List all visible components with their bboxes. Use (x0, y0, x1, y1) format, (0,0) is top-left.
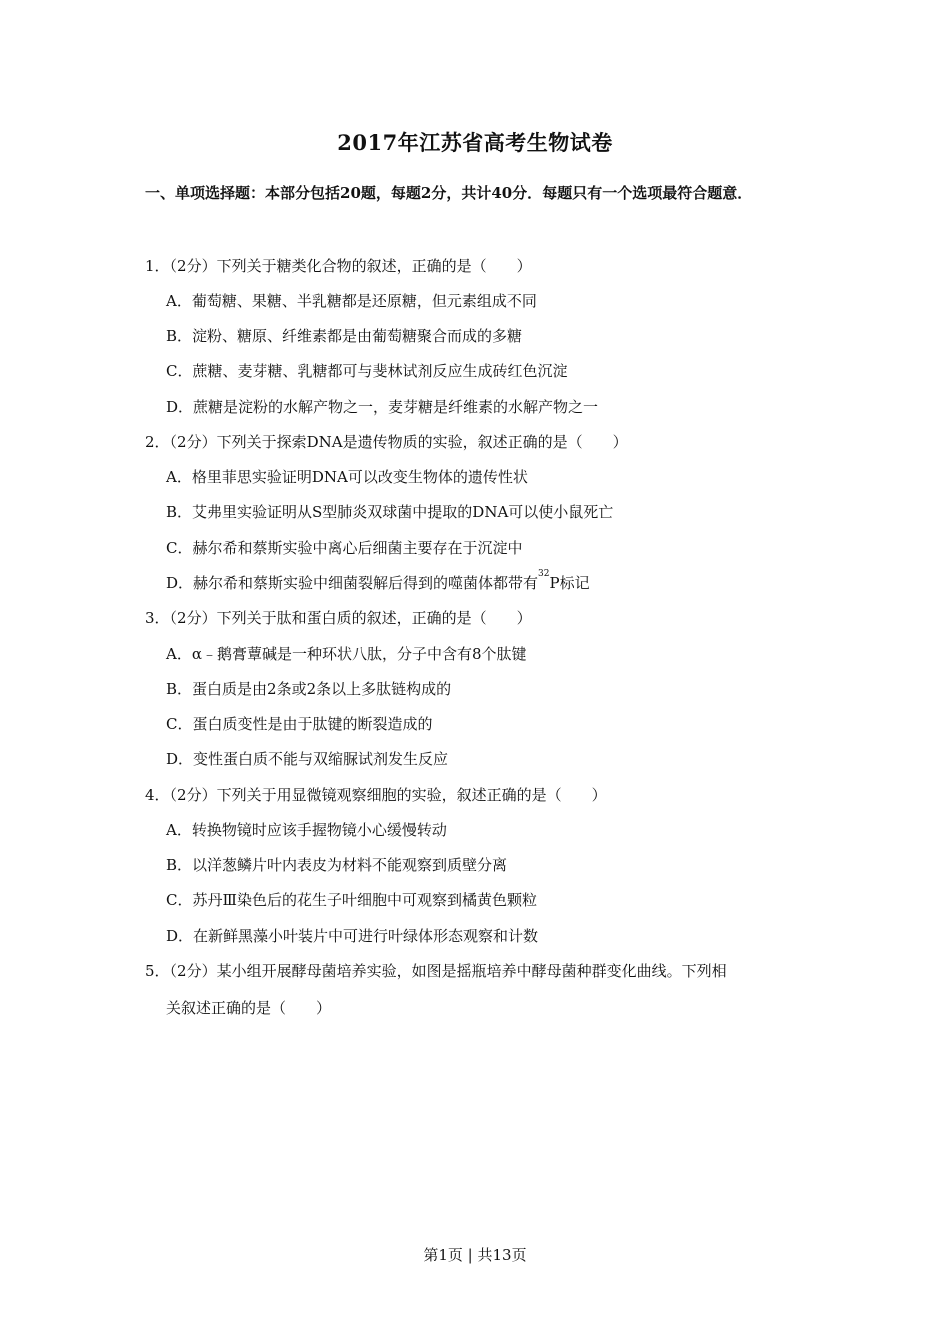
question-3-option-b: B．蛋白质是由2条或2条以上多肽链构成的 (166, 680, 452, 698)
question-2-stem: 2．（2分）下列关于探索DNA是遗传物质的实验，叙述正确的是（ ） (145, 433, 628, 451)
question-2-option-a: A．格里菲思实验证明DNA可以改变生物体的遗传性状 (166, 468, 528, 486)
section-heading: 一、单项选择题：本部分包括20题，每题2分，共计40分．每题只有一个选项最符合题意． (145, 184, 753, 202)
question-1-option-a: A．葡萄糖、果糖、半乳糖都是还原糖，但元素组成不同 (166, 292, 537, 310)
question-4-option-d: D．在新鲜黑藻小叶装片中可进行叶绿体形态观察和计数 (166, 927, 539, 945)
question-2-option-c: C．赫尔希和蔡斯实验中离心后细菌主要存在于沉淀中 (166, 539, 523, 557)
question-1-option-b: B．淀粉、糖原、纤维素都是由葡萄糖聚合而成的多糖 (166, 327, 523, 345)
question-5-stem-line-2: 关叙述正确的是（ ） (166, 999, 332, 1017)
page-footer: 第1页 | 共13页 (423, 1246, 527, 1264)
question-1-option-c: C．蔗糖、麦芽糖、乳糖都可与斐林试剂反应生成砖红色沉淀 (166, 362, 568, 380)
question-4-option-c: C．苏丹Ⅲ染色后的花生子叶细胞中可观察到橘黄色颗粒 (166, 891, 537, 909)
question-1-stem: 1．（2分）下列关于糖类化合物的叙述，正确的是（ ） (145, 257, 532, 275)
question-2-option-b: B．艾弗里实验证明从S型肺炎双球菌中提取的DNA可以使小鼠死亡 (166, 503, 614, 521)
question-2-option-d-suffix: P标记 (549, 574, 590, 592)
question-2-option-d-prefix: D．赫尔希和蔡斯实验中细菌裂解后得到的噬菌体都带有 (166, 574, 539, 592)
page-title: 2017年江苏省高考生物试卷 (337, 130, 613, 155)
question-5-stem-line-1: 5．（2分）某小组开展酵母菌培养实验，如图是摇瓶培养中酵母菌种群变化曲线。下列相 (145, 962, 727, 980)
question-4-stem: 4．（2分）下列关于用显微镜观察细胞的实验，叙述正确的是（ ） (145, 786, 607, 804)
question-3-option-a: A．α﹣鹅膏蕈碱是一种环状八肽，分子中含有8个肽键 (166, 645, 527, 663)
question-4-option-a: A．转换物镜时应该手握物镜小心缓慢转动 (166, 821, 447, 839)
question-3-option-c: C．蛋白质变性是由于肽键的断裂造成的 (166, 715, 433, 733)
question-3-option-d: D．变性蛋白质不能与双缩脲试剂发生反应 (166, 750, 449, 768)
question-4-option-b: B．以洋葱鳞片叶内表皮为材料不能观察到质壁分离 (166, 856, 508, 874)
isotope-superscript: 32 (538, 569, 550, 579)
question-1-option-d: D．蔗糖是淀粉的水解产物之一，麦芽糖是纤维素的水解产物之一 (166, 398, 599, 416)
question-2-option-d (166, 569, 590, 593)
question-3-stem: 3．（2分）下列关于肽和蛋白质的叙述，正确的是（ ） (145, 609, 532, 627)
